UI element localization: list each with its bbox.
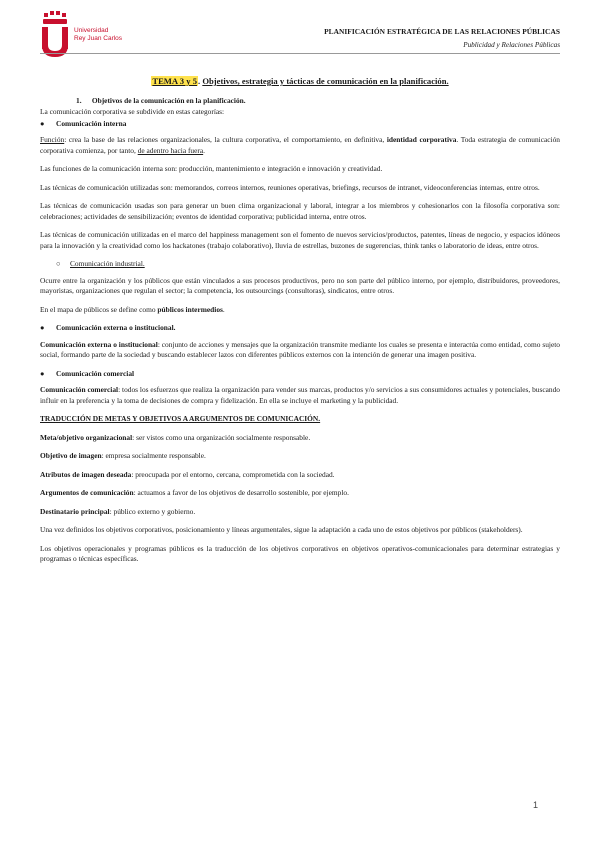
section-1-number: 1. xyxy=(76,95,82,105)
university-logo xyxy=(40,11,130,59)
logo-wordmark xyxy=(74,27,122,43)
bullet-commercial-text: Comunicación comercial xyxy=(56,368,135,378)
header-title: PLANIFICACIÓN ESTRATÉGICA DE LAS RELACIONES PÚBLICAS xyxy=(324,27,560,36)
bullet-internal-text: Comunicación interna xyxy=(56,118,127,128)
argumentos-label: Argumentos de comunicación xyxy=(40,488,134,497)
section-1-heading-text: Objetivos de la comunicación en la planificación. xyxy=(91,95,246,105)
section-1-intro: La comunicación corporativa se subdivide en estas categorías: xyxy=(40,107,225,116)
paragraph-mapa-publicos xyxy=(40,305,560,316)
title-lead: TEMA 3 y 5 xyxy=(152,76,197,86)
paragraph-funcion xyxy=(40,135,560,156)
paragraph-tecnicas-1: Las técnicas de comunicación utilizadas son: memorandos, correos internos, reuniones operativas, briefings, recursos de intranet, videoconferencias internas, entre otros. xyxy=(40,182,540,192)
document-body xyxy=(40,76,560,573)
objetivo-label: Objetivo de imagen xyxy=(40,451,102,460)
atributos-label: Atributos de imagen deseada xyxy=(40,469,132,479)
header-divider xyxy=(40,53,560,54)
university-crest-icon xyxy=(40,11,70,57)
circle-bullet-icon: ○ xyxy=(56,259,61,268)
bullet-dot-icon: ● xyxy=(40,323,45,332)
definition-destinatario xyxy=(40,507,560,518)
header-subtitle: Publicidad y Relaciones Públicas xyxy=(463,41,560,49)
funcion-underline: de adentro hacia fuera xyxy=(137,145,204,155)
paragraph-adaptacion: Una vez definidos los objetivos corporativos, posicionamiento y líneas argumentales, sigue la adaptación a cada uno de estos objetivos por públicos (stakeholders). xyxy=(40,525,523,534)
bullet-dot-icon: ● xyxy=(40,118,45,128)
paragraph-external xyxy=(40,340,560,361)
bullet-dot-icon: ● xyxy=(40,368,45,378)
atributos-text: : preocupada por el entorno, cercana, comprometida con la sociedad. xyxy=(131,469,335,479)
commercial-bold: Comunicación comercial xyxy=(40,385,119,394)
paragraph-funciones: Las funciones de la comunicación interna son: producción, mantenimiento e integración e innovación y creatividad. xyxy=(40,164,383,173)
bullet-external-text: Comunicación externa o institucional. xyxy=(56,323,176,332)
funcion-bold: identidad corporativa xyxy=(386,135,457,144)
external-bold: Comunicación externa o institucional xyxy=(40,339,158,349)
logo-line-2: Rey Juan Carlos xyxy=(74,35,123,42)
objetivo-text: : empresa socialmente responsable. xyxy=(101,451,206,460)
commercial-text: : todos los esfuerzos que realiza la organización para vender sus marcas, productos y/o servicios a sus consumidores actuales y potenciales, buscando influir en la preferencia y la toma de decisiones de compra y fidelización. En ella se incluye el marketing y la publicidad. xyxy=(40,385,560,405)
paragraph-happiness: Las técnicas de comunicación utilizadas en el marco del happiness management son el fomento de nuevos servicios/productos, patentes, líneas de negocio, y espacios idóneos para la innovación y la creatividad como los hackatones (trabajo colaborativo), lluvia de estrellas, buzones de sugerencias, think tanks o laboratorio de ideas, entre otros. xyxy=(40,230,560,250)
bullet-commercial xyxy=(40,369,560,380)
funcion-text-b: . Toda estrategia de comunicación corporativa comienza, por tanto, xyxy=(40,135,560,155)
funcion-label: Función xyxy=(40,135,65,144)
destinatario-label: Destinatario principal xyxy=(40,506,110,516)
meta-label: Meta/objetivo organizacional xyxy=(40,432,133,442)
bullet-external xyxy=(40,323,560,334)
bullet-internal xyxy=(40,119,560,130)
definition-objetivo-imagen xyxy=(40,451,560,462)
mapa-text-a: En el mapa de públicos se define como xyxy=(40,304,158,314)
page-number: 1 xyxy=(532,800,538,810)
definition-meta xyxy=(40,433,560,444)
paragraph-commercial xyxy=(40,385,560,406)
subbullet-industrial-text: Comunicación industrial. xyxy=(70,259,145,268)
funcion-text-a: : crea la base de las relaciones organizacionales, la cultura corporativa, el comportamiento, en definitiva, xyxy=(64,135,387,144)
document-title xyxy=(40,76,560,87)
definition-atributos xyxy=(40,470,560,481)
funcion-text-c: . xyxy=(203,145,205,155)
paragraph-tecnicas-2: Las técnicas de comunicación usadas son para generar un buen clima organizacional y laboral, integrar a los miembros y cohesionarlos con la filosofía corporativa son: celebraciones; actividades de sensibilización; eventos de identidad corporativa; publicidad interna, entre otros. xyxy=(40,201,560,221)
paragraph-industrial: Ocurre entre la organización y los públicos que están vinculados a sus procesos productivos, pero no son parte del público interno, por ejemplo, distribuidores, proveedores, mayoristas, organizaciones que regulan el sector; la competencia, los outsourcings (consultoras), sindicatos, entre otros. xyxy=(40,275,560,295)
destinatario-text: : público externo y gobierno. xyxy=(109,506,196,516)
section-2-heading: TRADUCCIÓN DE METAS Y OBJETIVOS A ARGUMENTOS DE COMUNICACIÓN. xyxy=(40,414,321,423)
paragraph-operacionales: Los objetivos operacionales y programas públicos es la traducción de los objetivos corporativos en objetivos operativos-comunicacionales para determinar estrategias y programas o técnicas específicas. xyxy=(40,543,560,563)
title-rest: Objetivos, estrategia y tácticas de comunicación en la planificación. xyxy=(202,76,449,86)
title-dot: . xyxy=(198,76,201,86)
logo-line-1: Universidad xyxy=(74,27,109,34)
section-1-heading xyxy=(76,96,560,107)
argumentos-text: : actuamos a favor de los objetivos de desarrollo sostenible, por ejemplo. xyxy=(133,488,349,497)
mapa-bold: públicos intermedios xyxy=(157,304,223,314)
mapa-text-b: . xyxy=(222,304,225,314)
external-text: : conjunto de acciones y mensajes que la organización transmite mediante los cuales se presenta e interactúa como entidad, como sujeto social, formando parte de la sociedad y buscando establecer lazos con diferentes públicos externos con la intención de generar una imagen positiva. xyxy=(40,339,561,359)
subbullet-industrial xyxy=(56,259,560,270)
definition-argumentos xyxy=(40,488,560,499)
meta-text: : ser vistos como una organización socialmente responsable. xyxy=(132,432,311,442)
